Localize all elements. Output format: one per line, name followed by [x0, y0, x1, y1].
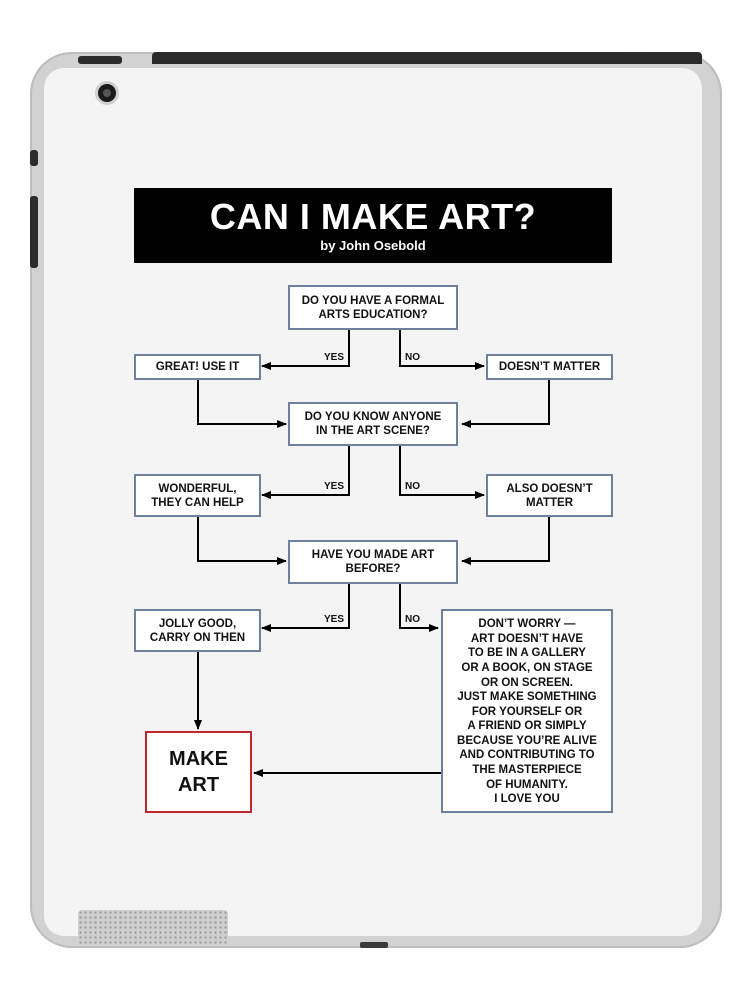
label-q2-yes: YES [324, 481, 345, 492]
label-q3-no: NO [405, 614, 420, 625]
arrow-wonderful-to-q3 [198, 517, 286, 561]
answer-great-use-it: GREAT! USE IT [134, 354, 261, 380]
answer-also-doesnt-matter: ALSO DOESN’T MATTER [486, 474, 613, 517]
question-made-art-before: HAVE YOU MADE ART BEFORE? [288, 540, 458, 584]
answer-wonderful: WONDERFUL, THEY CAN HELP [134, 474, 261, 517]
page-title: CAN I MAKE ART? [209, 196, 537, 237]
author-byline: by John Osebold [320, 238, 426, 253]
label-q2-no: NO [405, 481, 420, 492]
question-know-anyone: DO YOU KNOW ANYONE IN THE ART SCENE? [288, 402, 458, 446]
arrow-also-to-q3 [462, 517, 549, 561]
make-art-box: MAKE ART [145, 731, 252, 813]
label-q1-no: NO [405, 352, 420, 363]
label-q3-yes: YES [324, 614, 345, 625]
arrow-great-to-q2 [198, 380, 286, 424]
answer-doesnt-matter: DOESN’T MATTER [486, 354, 613, 380]
answer-jolly-good: JOLLY GOOD, CARRY ON THEN [134, 609, 261, 652]
arrow-doesnt-to-q2 [462, 380, 549, 424]
question-formal-education: DO YOU HAVE A FORMAL ARTS EDUCATION? [288, 285, 458, 330]
answer-dont-worry: DON’T WORRY — ART DOESN’T HAVE TO BE IN A GALLERY OR A BOOK, ON STAGE OR ON SCREEN. JUST MAKE SOMETHING FOR YOURSELF OR A FRIEND OR SIMPLY BECAUSE YOU’RE ALIVE AND CONTRIBUTING TO THE MASTERPIECE OF HUMANITY. I LOVE YOU [441, 609, 613, 813]
label-q1-yes: YES [324, 352, 345, 363]
